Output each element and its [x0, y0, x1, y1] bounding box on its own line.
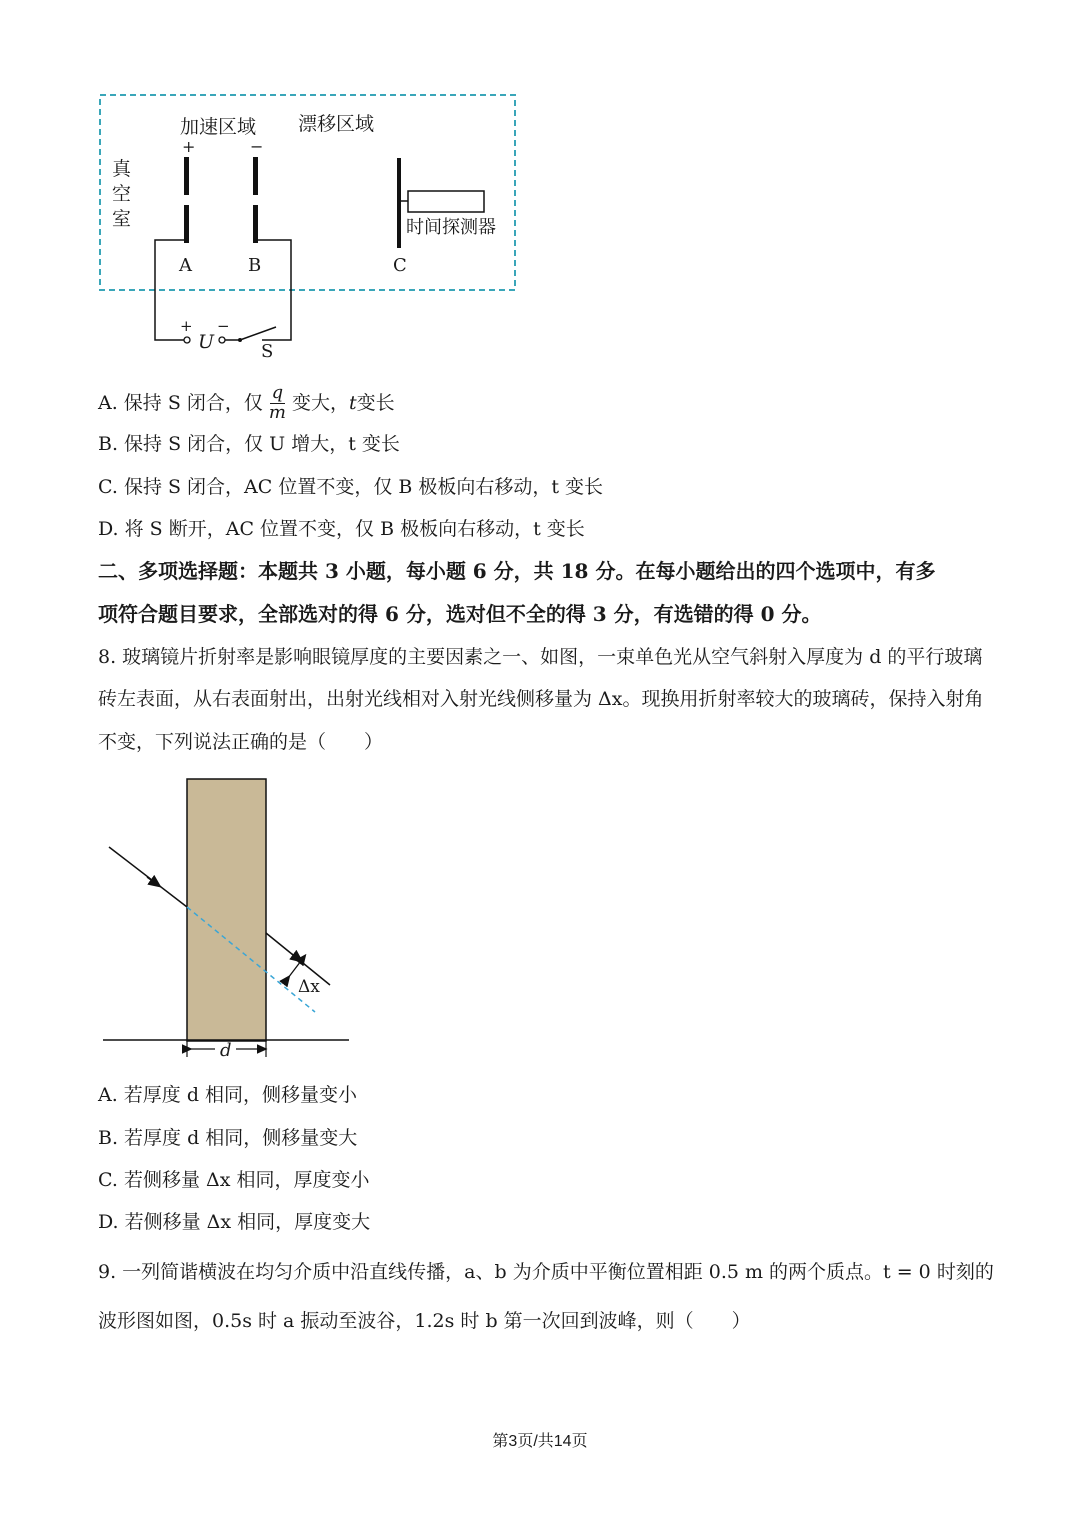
q7-option-a-prefix: A. 保持 S 闭合，仅: [98, 391, 263, 414]
q8-option-d: D. 若侧移量 Δx 相同，厚度变大: [98, 1211, 371, 1233]
detector-label: 时间探测器: [406, 217, 496, 238]
q8-option-a: A. 若厚度 d 相同，侧移量变小: [98, 1084, 358, 1106]
vacuum-chamber-figure: [0, 0, 560, 380]
glass-slab-figure: [0, 760, 400, 1070]
switch-s: [240, 327, 276, 340]
plate-b-label: B: [248, 255, 262, 276]
q9-line1: 9. 一列简谐横波在均匀介质中沿直线传播，a、b 为介质中平衡位置相距 0.5 m 的两个质点。t = 0 时刻的: [98, 1261, 994, 1283]
switch-s-label: S: [261, 341, 274, 362]
dx-indicator: [288, 957, 304, 978]
glass-slab: [187, 779, 266, 1041]
fraction-q-over-m: [268, 381, 286, 423]
q8-line2: 砖左表面，从右表面射出，出射光线相对入射光线侧移量为 Δx。现换用折射率较大的玻璃砖，保持入射角: [98, 688, 984, 710]
chamber-char-2: 空: [112, 183, 132, 205]
q7-option-a: [98, 383, 395, 423]
source-plus: +: [180, 317, 193, 335]
q8-line1: 8. 玻璃镜片折射率是影响眼镜厚度的主要因素之一、如图，一束单色光从空气斜射入厚度为 d 的平行玻璃: [98, 646, 983, 668]
section2-line2: 项符合题目要求，全部选对的得 6 分，选对但不全的得 3 分，有选错的得 0 分。: [98, 602, 822, 626]
plate-b: [253, 157, 258, 195]
q8-option-b: B. 若厚度 d 相同，侧移量变大: [98, 1127, 358, 1149]
plate-a: [184, 157, 189, 195]
q8-option-c: C. 若侧移量 Δx 相同，厚度变小: [98, 1169, 370, 1191]
plate-c: [397, 158, 401, 248]
fraction-denominator: m: [268, 401, 286, 423]
dx-label: Δx: [298, 977, 320, 997]
plate-c-label: C: [393, 255, 407, 276]
q8-line3: 不变，下列说法正确的是（ ）: [98, 731, 384, 753]
q7-option-a-suffix: 变长: [356, 391, 395, 414]
plate-a-plus: +: [182, 137, 196, 156]
detector-icon: [408, 191, 484, 212]
plate-b-minus: −: [250, 137, 264, 156]
q7-option-a-mid: 变大，: [291, 391, 349, 414]
q7-option-c: C. 保持 S 闭合，AC 位置不变，仅 B 极板向右移动，t 变长: [98, 476, 604, 498]
fraction-numerator: q: [271, 381, 284, 403]
q7-option-b: B. 保持 S 闭合，仅 U 增大，t 变长: [98, 433, 400, 455]
page-number: 第3页/共14页: [492, 1433, 588, 1450]
q9-line2: 波形图如图，0.5s 时 a 振动至波谷，1.2s 时 b 第一次回到波峰，则（ ）: [98, 1310, 751, 1332]
source-minus: −: [217, 317, 230, 335]
chamber-char-3: 室: [112, 208, 132, 230]
plate-a-label: A: [179, 255, 192, 276]
source-u-label: U: [198, 331, 215, 353]
accel-region-label: 加速区域: [180, 116, 257, 138]
section2-line1: 二、多项选择题：本题共 3 小题，每小题 6 分，共 18 分。在每小题给出的四个选项中，有多: [98, 559, 936, 583]
q7-option-a-t: t: [349, 391, 357, 414]
d-label: d: [220, 1040, 232, 1061]
q7-option-d: D. 将 S 断开，AC 位置不变，仅 B 极板向右移动，t 变长: [98, 518, 585, 540]
chamber-char-1: 真: [112, 158, 132, 180]
drift-region-label: 漂移区域: [298, 113, 375, 135]
